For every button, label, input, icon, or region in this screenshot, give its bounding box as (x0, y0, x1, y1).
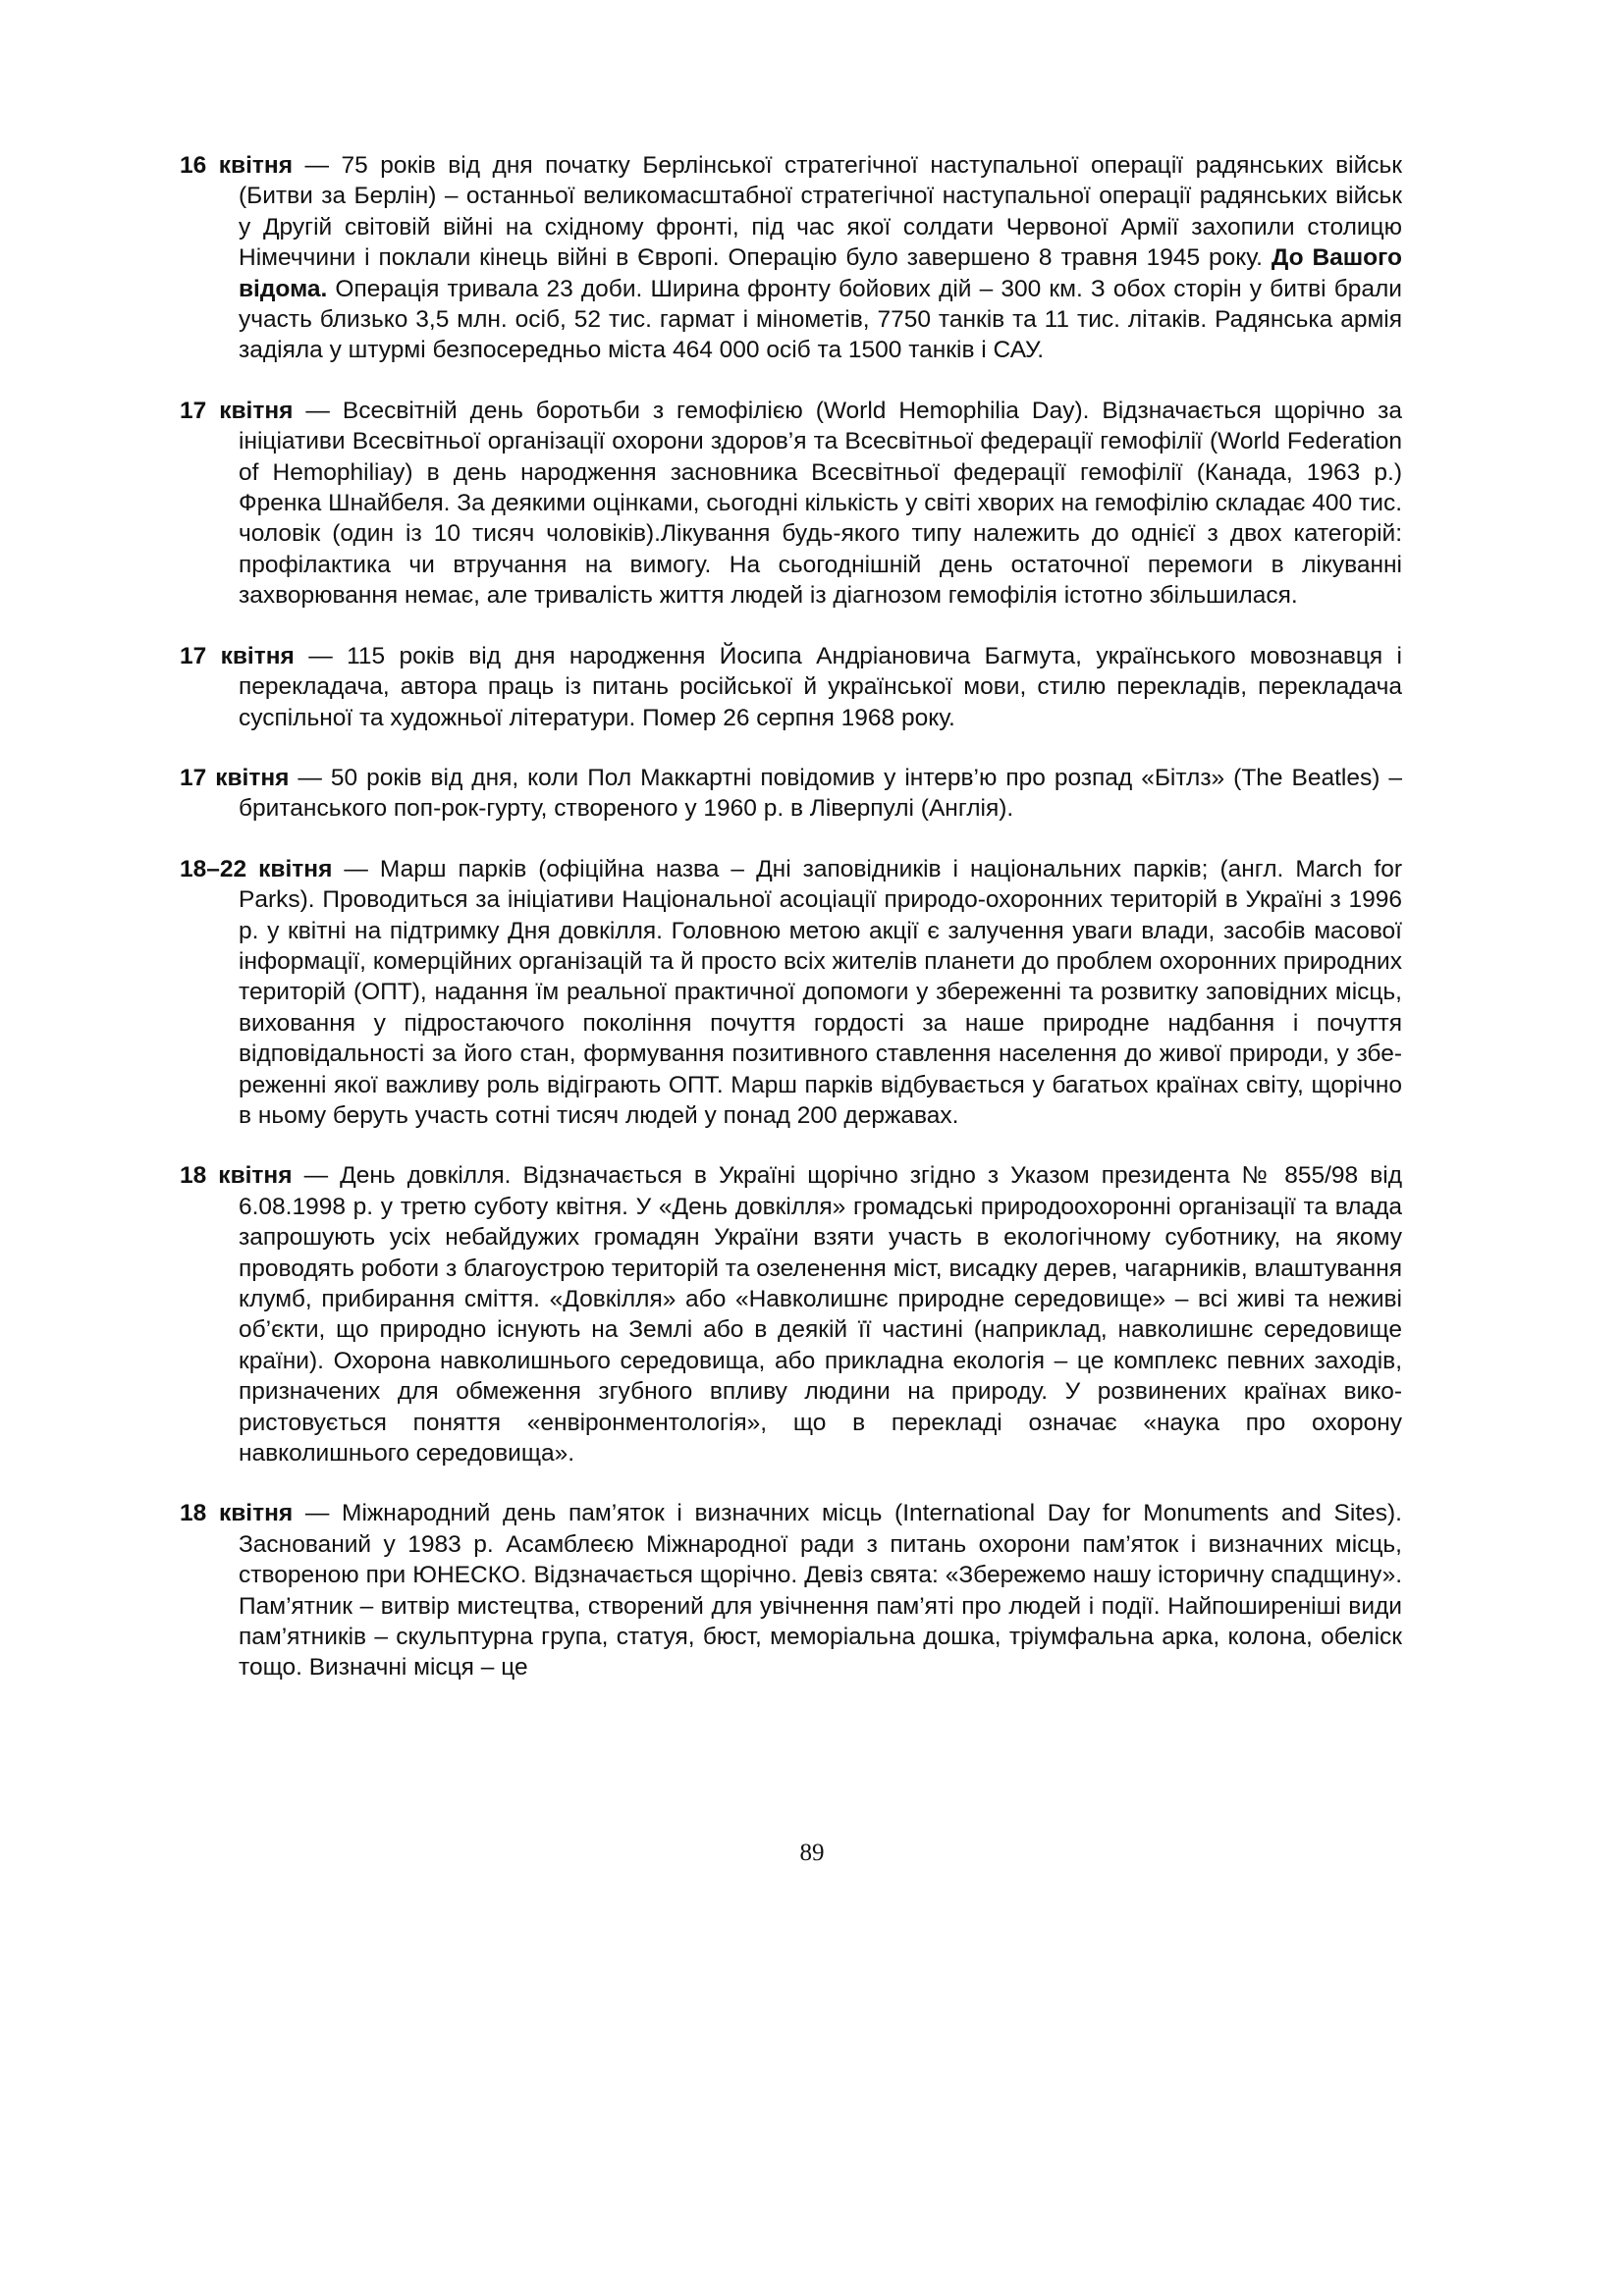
entry-date: 17 квітня (180, 397, 294, 424)
entry-text: — 75 років від дня початку Берлінської стратегічної наступальної операції радянських військ (Битви за Берлін) – останньої великомасштабної стратегічної наступальної операції радянських військ у Другій світовій війні на східному фронті, під час якої солдати Червоної Армії захопили столицю Німеччини і поклали кінець війні в Європі. Операцію було завершено 8 травня 1945 року. (239, 152, 1402, 272)
entry-text: — 115 років від дня народження Йосипа Андріановича Багмута, українського мовознавця і перекладача, автора праць із питань російської й української мови, стилю перекладів, перекладача суспільної та художньої літератури. Помер 26 серпня 1968 року. (239, 642, 1402, 731)
entry-text: — Всесвітній день боротьби з гемофілією (World Hemophilia Day). Відзначається щорічно за ініціативи Всесвітньої організації охорони здоров’я та Всесвітньої федерації гемофілії (World Federation of Hemophiliay) в день народження засновника Всесвітньої федерації гемофілії (Канада, 1963 р.) Френка Шнайбеля. За деякими оцінками, сьогодні кількість у світі хворих на гемофілію складає 400 тис. чоловік (один із 10 тисяч чоловіків).Лікування будь-якого типу належить до однієї з двох категорій: профілактика чи втручання на вимогу. На сьогоднішній день остаточної перемоги в лікуванні захворювання немає, але тривалість життя людей із діагнозом гемофілія істотно збільшилася. (239, 397, 1402, 610)
entry-date: 18 квітня (180, 1500, 294, 1527)
entry-text: — Міжнародний день пам’яток і визначних місць (International Day for Monuments and Sites). Заснований у 1983 р. Асамблеєю Міжнародної ради з питань охорони пам’яток і визначних місць, створеною при ЮНЕСКО. Відзначається щорічно. Девіз свята: «Збережемо нашу історичну спадщину». Пам’ятник – витвір мистецтва, створений для увічнення пам’яті про людей і події. Найпоширеніші види пам’ятників – скульптурна група, статуя, бюст, меморіальна дошка, тріумфальна арка, колона, обеліск тощо. Визначні місця – це (239, 1500, 1402, 1682)
calendar-entry-18-april-monuments (180, 1498, 1402, 1682)
entry-date: 17 квітня (180, 642, 295, 669)
entry-text: — 50 років від дня, коли Пол Маккартні повідомив у інтерв’ю про розпад «Бітлз» (The Beatles) – британського поп-рок-гурту, створеного у 1960 р. в Ліверпулі (Англія). (239, 764, 1402, 823)
calendar-entry-17-april-hemophilia (180, 396, 1402, 612)
calendar-entry-18-22-april (180, 854, 1402, 1132)
page-content (180, 150, 1402, 1713)
entry-date: 16 квітня (180, 152, 293, 179)
calendar-entry-17-april-bahmut (180, 641, 1402, 733)
entry-bold-note: До Вашого відома. (239, 244, 1402, 302)
entry-date: 18 квітня (180, 1162, 293, 1190)
entry-text-continued: Операція тривала 23 доби. Ширина фронту бойових дій – 300 км. З обох сторін у битві брали участь близько 3,5 млн. осіб, 52 тис. гармат і мінометів, 7750 танків та 11 тис. літаків. Радянська армія задіяла у штурмі безпосередньо міста 464 000 осіб та 1500 танків і САУ. (239, 275, 1402, 364)
entry-text: — Марш парків (офіційна назва – Дні заповідників і національних парків; (англ. March for Parks). Проводиться за ініціативи Національної асоціації природо-охоронних територій в Україні з 1996 р. у квітні на підтримку Дня довкілля. Головною метою акції є залучення уваги влади, засобів масової інформації, комерційних організацій та й просто всіх жителів планети до проблем охоронних природних територій (ОПТ), надання їм реальної практичної допомоги у збереженні та розвитку заповідних місць, виховання у підростаючого покоління почуття гордості за наше природне надбання і почуття відповідальності за його стан, формування позитивного ставлення населення до живої природи, у збереженні якої важливу роль відіграють ОПТ. Марш парків відбувається у багатьох країнах світу, щорічно в ньому беруть участь сотні тисяч людей у понад 200 державах. (239, 855, 1402, 1129)
entry-date: 17 квітня (180, 764, 290, 791)
calendar-entry-16-april (180, 150, 1402, 366)
calendar-entry-17-april-beatles (180, 763, 1402, 825)
page-number: 89 (799, 1840, 825, 1866)
entry-date: 18–22 квітня (180, 855, 333, 882)
calendar-entry-18-april-environment (180, 1160, 1402, 1468)
entry-text: — День довкілля. Відзначається в Україні щорічно згідно з Указом президента № 855/98 від 6.08.1998 р. у третю суботу квітня. У «День довкілля» громадські природоохоронні організації та влада запрошують усіх небайдужих громадян України взяти участь в екологічному суботнику, на якому проводять роботи з благоустрою територій та озеленення міст, висадку дерев, чагарників, влаштування клумб, прибирання сміття. «Довкілля» або «Навколишнє природне середовище» – всі живі та неживі об’єкти, що природно існують на Землі або в деякій її частині (наприклад, навколишнє середовище країни). Охорона навколишнього середовища, або прикладна екологія – це комплекс певних заходів, призначених для обмеження згубного впливу людини на природу. У розвинених країнах використовується поняття «енвіронментологія», що в перекладі означає «наука про охорону навколишнього середовища». (239, 1162, 1402, 1468)
